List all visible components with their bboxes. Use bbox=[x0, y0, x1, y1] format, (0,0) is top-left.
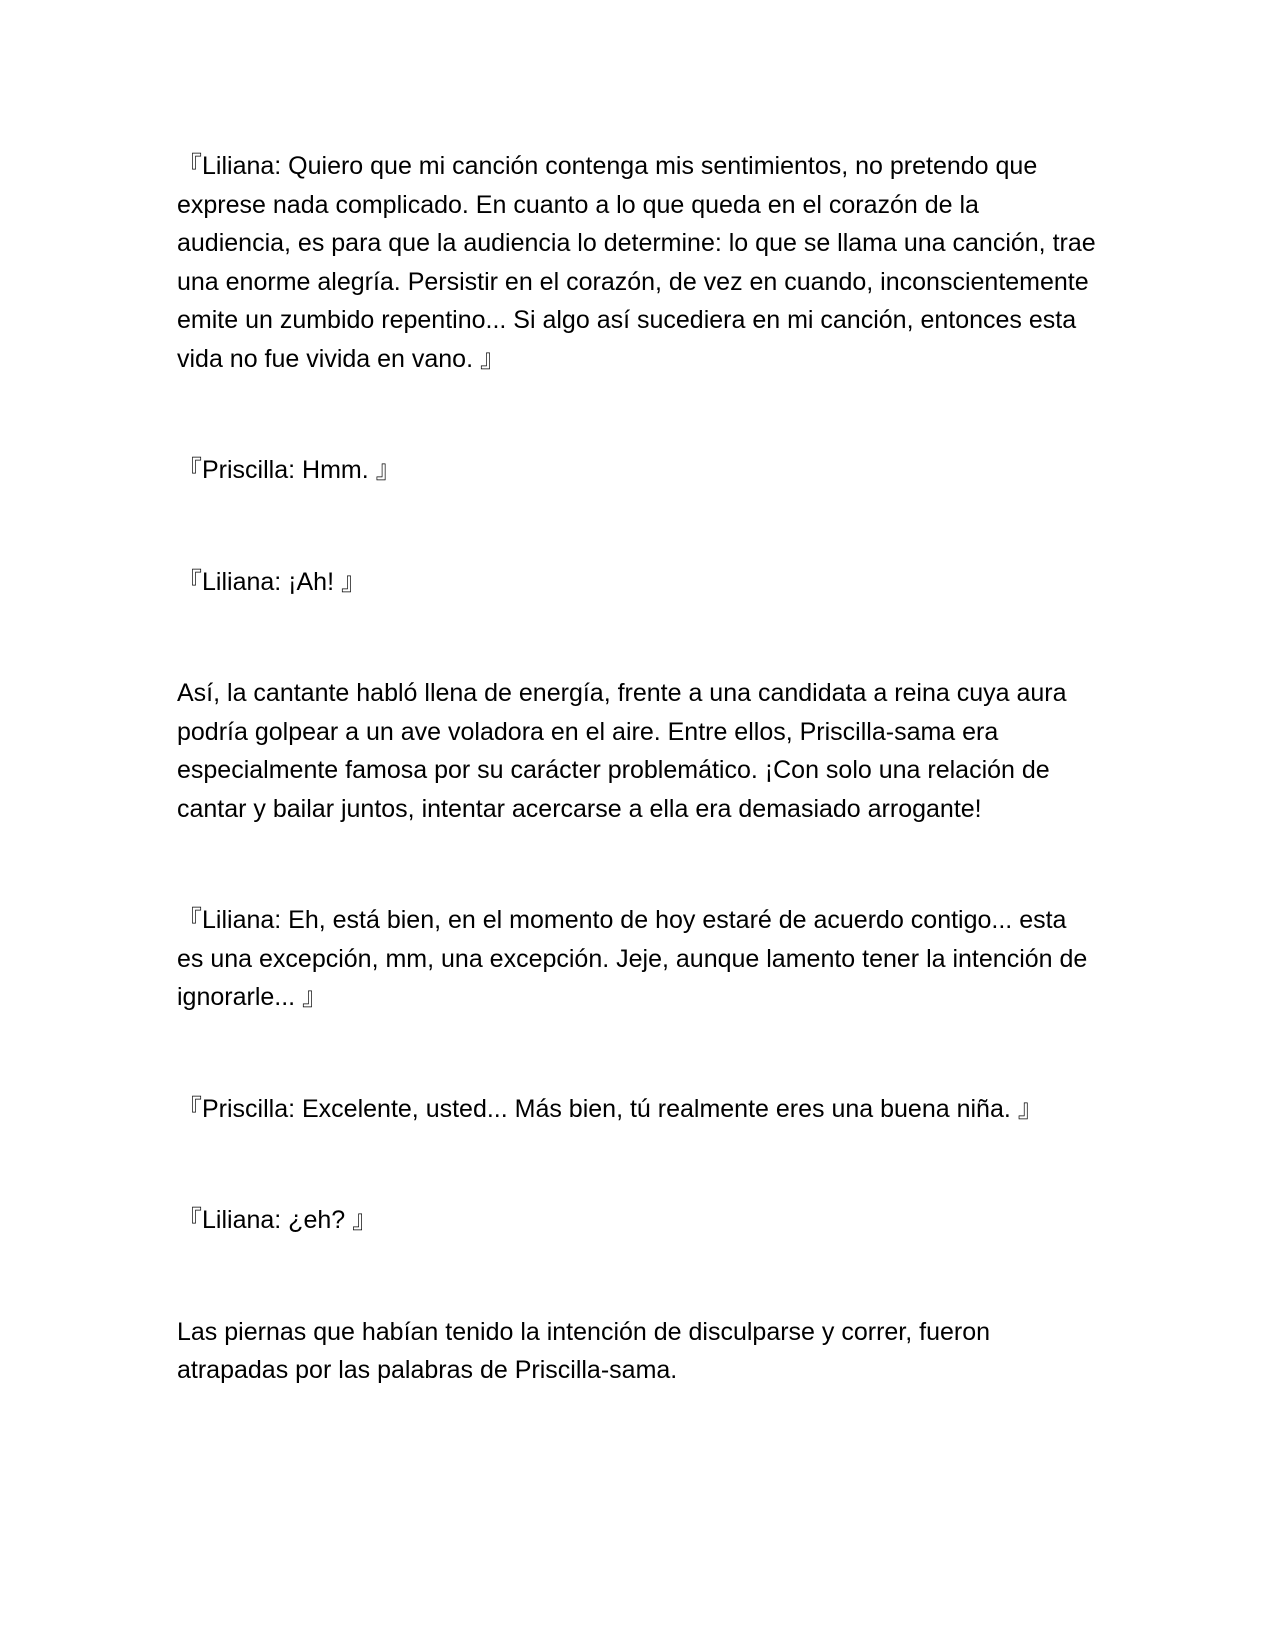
dialogue-liliana-eh: 『Liliana: ¿eh? 』 bbox=[177, 1206, 378, 1234]
narration-paragraph: Así, la cantante habló llena de energía, frente a una candidata a reina cuya aura podría golpear a un ave voladora en el aire. Entre ellos, Priscilla-sama era especialmente famosa por su carácter problemático. ¡Con solo una relación de cantar y bailar juntos, intentar acercarse a ella era demasiado arrogante! bbox=[177, 679, 1067, 823]
dialogue-priscilla-hmm: 『Priscilla: Hmm. 』 bbox=[177, 456, 401, 484]
dialogue-liliana-agree: 『Liliana: Eh, está bien, en el momento de hoy estaré de acuerdo contigo... esta es una excepción, mm, una excepción. Jeje, aunque lamento tener la intención de ignorarle... 』 bbox=[177, 906, 1088, 1011]
document-body bbox=[177, 147, 1097, 1390]
dialogue-liliana-ah: 『Liliana: ¡Ah! 』 bbox=[177, 567, 366, 596]
dialogue-priscilla-excelente: 『Priscilla: Excelente, usted... Más bien, tú realmente eres una buena niña. 』 bbox=[177, 1094, 1043, 1123]
dialogue-liliana-song: 『Liliana: Quiero que mi canción contenga mis sentimientos, no pretendo que exprese nada complicado. En cuanto a lo que queda en el corazón de la audiencia, es para que la audiencia lo determine: lo que se llama una canción, trae una enorme alegría. Persistir en el corazón, de vez en cuando, inconscientemente emite un zumbido repentino... Si algo así sucediera en mi canción, entonces esta vida no fue vivida en vano. 』 bbox=[177, 152, 1096, 373]
narration-paragraph-final: Las piernas que habían tenido la intención de disculparse y correr, fueron atrapadas por las palabras de Priscilla-sama. bbox=[177, 1317, 991, 1384]
